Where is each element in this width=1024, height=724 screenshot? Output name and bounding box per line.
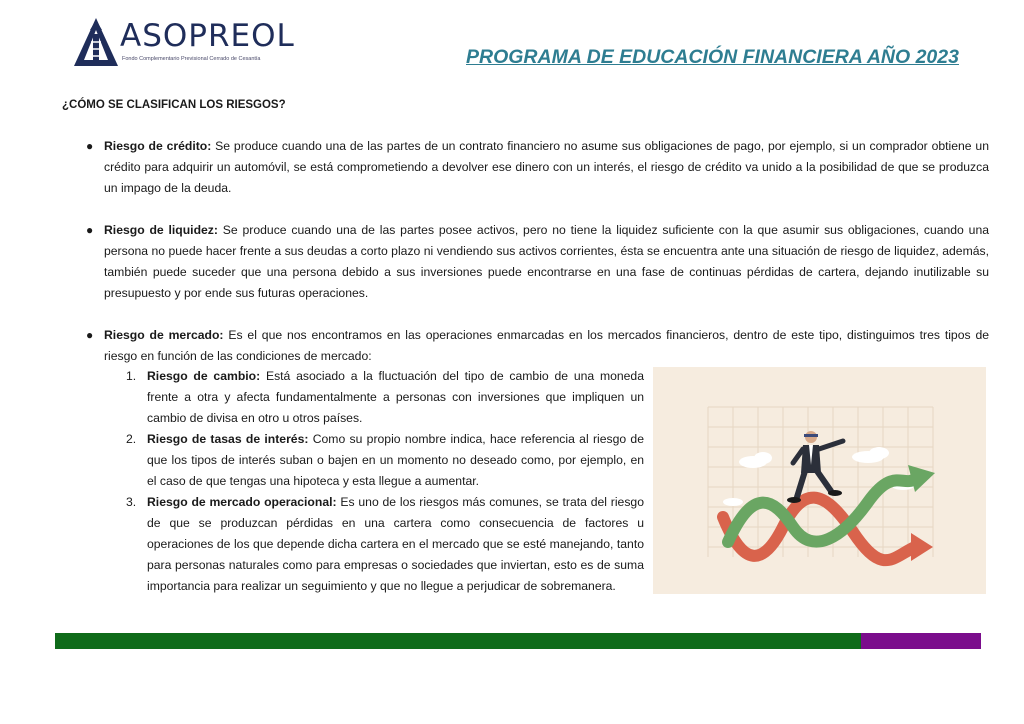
risk-term: Riesgo de tasas de interés: <box>147 432 309 446</box>
item-number: 3. <box>126 495 137 509</box>
page-title: PROGRAMA DE EDUCACIÓN FINANCIERA AÑO 2023 <box>466 46 959 68</box>
section-heading: ¿CÓMO SE CLASIFICAN LOS RIESGOS? <box>62 99 286 111</box>
tower-triangle-icon <box>72 16 120 68</box>
footer-bar-green <box>55 633 861 649</box>
risk-description: Como su propio nombre indica, hace referencia al riesgo de que los tipos de interés suban o bajen en un momento no deseado como, por ejemplo, en el caso de que tengas una hipoteca y esta llegue a aumentar. <box>147 432 644 488</box>
list-item <box>126 366 644 429</box>
risk-term: Riesgo de crédito: <box>104 139 212 153</box>
bullet-icon: ● <box>86 139 94 153</box>
footer-bar-purple <box>861 633 981 649</box>
risk-description: Es el que nos encontramos en las operaciones enmarcadas en los mercados financieros, dentro de este tipo, distinguimos tres tipos de riesgo en función de las condiciones de mercado: <box>104 328 989 363</box>
risk-description: Se produce cuando una de las partes posee activos, pero no tiene la liquidez suficiente con la que asumir sus obligaciones, cuando una persona no puede hacer frente a sus deudas a corto plazo ni vendiendo sus activos corrientes, ésta se encuentra ante una situación de riesgo de liquidez, además, también puede suceder que una persona debido a sus inversiones puede encontrarse en una fase de continuas pérdidas de cartera, dejando inutilizable su presupuesto y por ende sus futuras operaciones. <box>104 223 989 300</box>
risk-term: Riesgo de mercado: <box>104 328 224 342</box>
item-number: 2. <box>126 432 137 446</box>
logo-tagline: Fondo Complementario Previsional Cerrado de Cesantía <box>122 56 261 62</box>
risk-term: Riesgo de cambio: <box>147 369 261 383</box>
risk-description: Es uno de los riesgos más comunes, se trata del riesgo de que se produzcan pérdidas en una cartera como consecuencia de factores u operaciones de los que depende dicha cartera en el mercado que se esté manejando, tanto para personas naturales como para empresas o sociedades que inviertan, esto es de suma importancia para realizar un seguimiento y que no llegue a perjudicar de sobremanera. <box>147 495 644 593</box>
risk-term: Riesgo de mercado operacional: <box>147 495 337 509</box>
blindfolded-businessman-on-arrows <box>653 367 986 594</box>
risk-term: Riesgo de liquidez: <box>104 223 218 237</box>
bullet-icon: ● <box>86 223 94 237</box>
risk-description: Se produce cuando una de las partes de un contrato financiero no asume sus obligaciones de pago, por ejemplo, si un comprador obtiene un crédito para adquirir un automóvil, se está comprometiendo a devolver ese dinero con un interés, el riesgo de crédito va unido a la posibilidad de que se produzca un impago de la deuda. <box>104 139 989 195</box>
logo-name: ASOPREOL <box>120 18 295 54</box>
list-item <box>86 325 989 367</box>
market-risk-list <box>126 366 644 597</box>
bullet-icon: ● <box>86 328 94 342</box>
risk-illustration <box>653 367 986 594</box>
list-item <box>126 429 644 492</box>
risk-description: Está asociado a la fluctuación del tipo de cambio de una moneda frente a otra y afecta fundamentalmente a personas con inversiones que impliquen un cambio de divisa en otro u otros países. <box>147 369 644 425</box>
list-item <box>86 220 989 304</box>
item-number: 1. <box>126 369 137 383</box>
logo <box>72 16 295 72</box>
list-item <box>126 492 644 597</box>
list-item <box>86 136 989 199</box>
